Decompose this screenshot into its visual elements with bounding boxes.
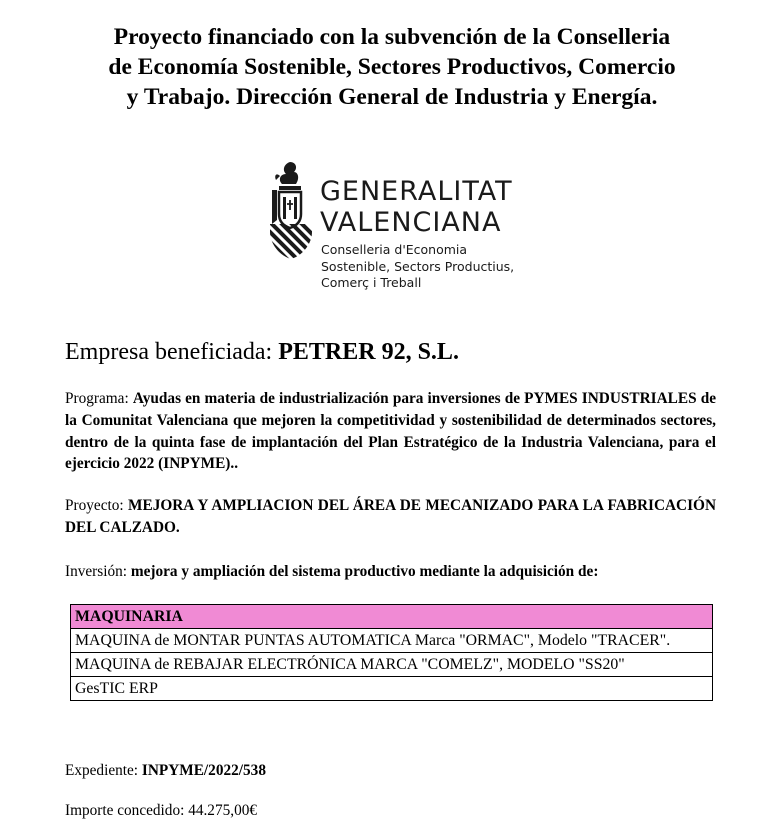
generalitat-valenciana-emblem-icon (268, 160, 314, 260)
expediente-line (65, 760, 716, 782)
logo-subtitle-line: Sostenible, Sectors Productius, (321, 258, 515, 274)
beneficiary-value: PETRER 92, S.L. (278, 339, 459, 365)
proyecto-paragraph (65, 495, 716, 539)
proyecto-label: Proyecto: (65, 497, 129, 514)
importe-line (65, 800, 716, 822)
expediente-value: INPYME/2022/538 (141, 762, 266, 779)
table-header-cell: MAQUINARIA (71, 605, 713, 629)
expediente-label: Expediente: (65, 762, 142, 779)
programa-paragraph (65, 388, 716, 475)
table-cell: GesTIC ERP (71, 677, 713, 701)
beneficiary (65, 337, 459, 367)
inversion-paragraph (65, 561, 716, 583)
header-line: y Trabajo. Dirección General de Industria y Energía. (126, 84, 658, 110)
table-header-row (71, 605, 713, 629)
inversion-value: mejora y ampliación del sistema productivo mediante la adquisición de: (130, 563, 599, 580)
table-cell: MAQUINA de MONTAR PUNTAS AUTOMATICA Marca "ORMAC", Modelo "TRACER". (71, 629, 713, 653)
logo-name (320, 176, 513, 238)
header-line: de Economía Sostenible, Sectores Productivos, Comercio (108, 54, 676, 80)
logo-name-line: VALENCIANA (320, 207, 502, 238)
programa-value: Ayudas en materia de industrialización para inversiones de PYMES INDUSTRIALES de la Comunitat Valenciana que mejoren la competitividad y sostenibilidad de determinados sectores, dentro de la quinta fase de implantación del Plan Estratégico de la Industria Valenciana, para el ejercicio 2022 (INPYME).. (65, 390, 716, 473)
inversion-label: Inversión: (65, 563, 131, 580)
machinery-table (70, 604, 713, 701)
table-row (71, 677, 713, 701)
logo-subtitle (321, 242, 514, 292)
header-line: Proyecto financiado con la subvención de la Conselleria (113, 24, 671, 50)
table-row (71, 653, 713, 677)
logo-name-line: GENERALITAT (320, 176, 513, 207)
programa-label: Programa: (65, 390, 133, 407)
importe-value: 44.275,00€ (188, 802, 258, 819)
proyecto-value: MEJORA Y AMPLIACION DEL ÁREA DE MECANIZADO PARA LA FABRICACIÓN DEL CALZADO. (65, 497, 716, 536)
generalitat-valenciana-logo (268, 160, 528, 295)
table-cell: MAQUINA de REBAJAR ELECTRÓNICA MARCA "COMELZ", MODELO "SS20" (71, 653, 713, 677)
logo-subtitle-line: Comerç i Treball (321, 275, 422, 290)
table-row (71, 629, 713, 653)
logo-subtitle-line: Conselleria d'Economia (321, 242, 468, 257)
funding-header (40, 22, 744, 112)
beneficiary-label: Empresa beneficiada: (65, 339, 279, 365)
importe-label: Importe concedido: (65, 802, 189, 819)
